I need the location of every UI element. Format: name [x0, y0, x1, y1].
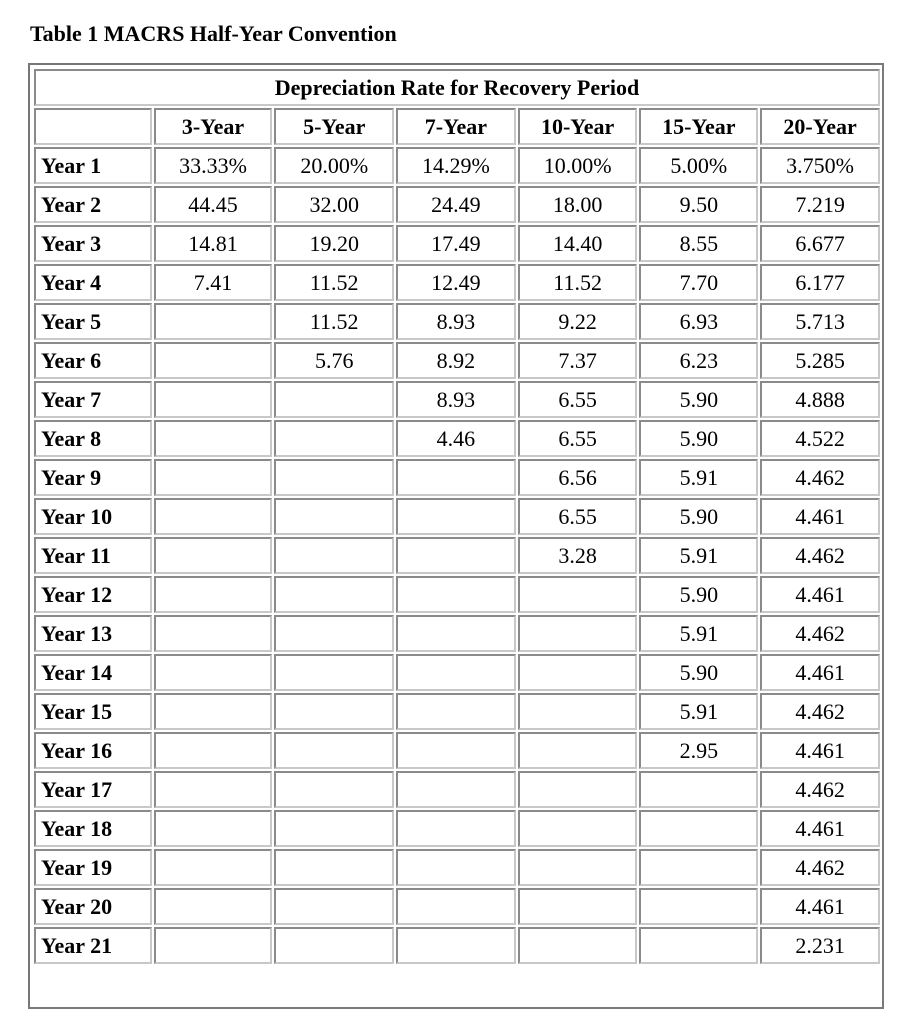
rate-cell: 11.52: [274, 264, 394, 301]
rate-cell: 4.461: [760, 888, 880, 925]
rate-cell: [518, 849, 638, 886]
row-label: Year 14: [34, 654, 152, 691]
table-row: [34, 381, 880, 418]
rate-cell: 5.76: [274, 342, 394, 379]
table-row: [34, 537, 880, 574]
rate-cell: [154, 459, 273, 496]
rate-cell: 7.41: [154, 264, 273, 301]
row-label: Year 17: [34, 771, 152, 808]
rate-cell: [154, 654, 273, 691]
table-row: [34, 771, 880, 808]
rate-cell: 6.55: [518, 381, 638, 418]
rate-cell: [154, 342, 273, 379]
rate-cell: 4.461: [760, 576, 880, 613]
table-row: [34, 225, 880, 262]
rate-cell: [154, 888, 273, 925]
table-body: [34, 147, 880, 964]
macrs-table: [32, 67, 882, 966]
table-title: Table 1 MACRS Half-Year Convention: [30, 21, 397, 46]
row-label: Year 15: [34, 693, 152, 730]
rate-cell: [396, 888, 516, 925]
column-header: 15-Year: [639, 108, 758, 145]
row-label: Year 20: [34, 888, 152, 925]
rate-cell: [396, 927, 516, 964]
group-header-row: [34, 69, 880, 106]
rate-cell: [518, 654, 638, 691]
rate-cell: [639, 849, 758, 886]
rate-cell: [639, 771, 758, 808]
rate-cell: [396, 459, 516, 496]
rate-cell: [274, 381, 394, 418]
rate-cell: [274, 810, 394, 847]
rate-cell: [274, 576, 394, 613]
row-label: Year 12: [34, 576, 152, 613]
rate-cell: 9.22: [518, 303, 638, 340]
table-row: [34, 342, 880, 379]
rate-cell: 4.461: [760, 732, 880, 769]
row-label: Year 1: [34, 147, 152, 184]
rate-cell: [518, 771, 638, 808]
rate-cell: [274, 771, 394, 808]
rate-cell: [274, 732, 394, 769]
rate-cell: [518, 888, 638, 925]
rate-cell: [154, 810, 273, 847]
rate-cell: 14.29%: [396, 147, 516, 184]
table-row: [34, 849, 880, 886]
rate-cell: 5.713: [760, 303, 880, 340]
row-label: Year 4: [34, 264, 152, 301]
rate-cell: [154, 537, 273, 574]
rate-cell: [274, 849, 394, 886]
table-row: [34, 888, 880, 925]
table-row: [34, 615, 880, 652]
column-header: 5-Year: [274, 108, 394, 145]
row-label: Year 6: [34, 342, 152, 379]
rate-cell: [154, 576, 273, 613]
rate-cell: 5.285: [760, 342, 880, 379]
column-header: 3-Year: [154, 108, 273, 145]
rate-cell: 6.56: [518, 459, 638, 496]
rate-cell: 8.92: [396, 342, 516, 379]
rate-cell: 44.45: [154, 186, 273, 223]
rate-cell: 14.40: [518, 225, 638, 262]
table-row: [34, 732, 880, 769]
rate-cell: 4.461: [760, 654, 880, 691]
table-row: [34, 147, 880, 184]
rate-cell: [396, 615, 516, 652]
rate-cell: 5.90: [639, 576, 758, 613]
rate-cell: 2.231: [760, 927, 880, 964]
rate-cell: 3.750%: [760, 147, 880, 184]
table-row: [34, 693, 880, 730]
rate-cell: [518, 810, 638, 847]
table-row: [34, 927, 880, 964]
rate-cell: 2.95: [639, 732, 758, 769]
rate-cell: [154, 420, 273, 457]
table-row: [34, 459, 880, 496]
rate-cell: [274, 693, 394, 730]
table-row: [34, 654, 880, 691]
row-label: Year 7: [34, 381, 152, 418]
rate-cell: [274, 927, 394, 964]
rate-cell: 5.90: [639, 654, 758, 691]
rate-cell: 8.93: [396, 381, 516, 418]
rate-cell: [639, 927, 758, 964]
rate-cell: 6.23: [639, 342, 758, 379]
row-label: Year 16: [34, 732, 152, 769]
rate-cell: [639, 810, 758, 847]
row-label: Year 9: [34, 459, 152, 496]
rate-cell: 5.91: [639, 693, 758, 730]
rate-cell: [274, 420, 394, 457]
row-label: Year 2: [34, 186, 152, 223]
rate-cell: 3.28: [518, 537, 638, 574]
rate-cell: [518, 615, 638, 652]
rate-cell: [274, 498, 394, 535]
rate-cell: [396, 576, 516, 613]
column-header-row: [34, 108, 880, 145]
rate-cell: 6.177: [760, 264, 880, 301]
column-header: 10-Year: [518, 108, 638, 145]
rate-cell: 5.90: [639, 420, 758, 457]
rate-cell: 6.677: [760, 225, 880, 262]
rate-cell: [396, 771, 516, 808]
macrs-table-frame: [28, 63, 884, 1009]
corner-header: [34, 108, 152, 145]
table-row: [34, 576, 880, 613]
table-row: [34, 420, 880, 457]
rate-cell: [518, 732, 638, 769]
rate-cell: [274, 615, 394, 652]
table-row: [34, 810, 880, 847]
rate-cell: [154, 732, 273, 769]
rate-cell: [274, 654, 394, 691]
row-label: Year 5: [34, 303, 152, 340]
rate-cell: [639, 888, 758, 925]
column-header: 7-Year: [396, 108, 516, 145]
rate-cell: 4.462: [760, 537, 880, 574]
rate-cell: 5.90: [639, 381, 758, 418]
rate-cell: 24.49: [396, 186, 516, 223]
rate-cell: [274, 537, 394, 574]
rate-cell: [518, 576, 638, 613]
rate-cell: 6.55: [518, 498, 638, 535]
rate-cell: 4.46: [396, 420, 516, 457]
column-header: 20-Year: [760, 108, 880, 145]
rate-cell: 11.52: [518, 264, 638, 301]
rate-cell: 7.219: [760, 186, 880, 223]
rate-cell: [154, 849, 273, 886]
rate-cell: 8.93: [396, 303, 516, 340]
rate-cell: 14.81: [154, 225, 273, 262]
rate-cell: 7.37: [518, 342, 638, 379]
row-label: Year 21: [34, 927, 152, 964]
rate-cell: [396, 693, 516, 730]
rate-cell: [396, 732, 516, 769]
rate-cell: 4.462: [760, 771, 880, 808]
row-label: Year 10: [34, 498, 152, 535]
rate-cell: 6.93: [639, 303, 758, 340]
row-label: Year 11: [34, 537, 152, 574]
rate-cell: [154, 927, 273, 964]
row-label: Year 19: [34, 849, 152, 886]
rate-cell: [396, 654, 516, 691]
rate-cell: 5.91: [639, 459, 758, 496]
rate-cell: 4.462: [760, 615, 880, 652]
rate-cell: 9.50: [639, 186, 758, 223]
rate-cell: 6.55: [518, 420, 638, 457]
table-row: [34, 498, 880, 535]
rate-cell: [154, 771, 273, 808]
rate-cell: 33.33%: [154, 147, 273, 184]
rate-cell: 4.461: [760, 498, 880, 535]
rate-cell: 4.462: [760, 693, 880, 730]
rate-cell: [396, 849, 516, 886]
rate-cell: 19.20: [274, 225, 394, 262]
row-label: Year 13: [34, 615, 152, 652]
rate-cell: 4.888: [760, 381, 880, 418]
rate-cell: [154, 615, 273, 652]
rate-cell: 5.90: [639, 498, 758, 535]
row-label: Year 18: [34, 810, 152, 847]
rate-cell: 8.55: [639, 225, 758, 262]
rate-cell: [154, 381, 273, 418]
rate-cell: [518, 693, 638, 730]
rate-cell: [274, 888, 394, 925]
group-header: Depreciation Rate for Recovery Period: [34, 69, 880, 106]
rate-cell: 12.49: [396, 264, 516, 301]
rate-cell: [396, 498, 516, 535]
rate-cell: 4.461: [760, 810, 880, 847]
rate-cell: 5.91: [639, 537, 758, 574]
table-row: [34, 186, 880, 223]
rate-cell: 4.522: [760, 420, 880, 457]
rate-cell: 4.462: [760, 849, 880, 886]
table-row: [34, 303, 880, 340]
rate-cell: 5.91: [639, 615, 758, 652]
rate-cell: 7.70: [639, 264, 758, 301]
rate-cell: 20.00%: [274, 147, 394, 184]
rate-cell: [154, 303, 273, 340]
row-label: Year 3: [34, 225, 152, 262]
rate-cell: 32.00: [274, 186, 394, 223]
rate-cell: [518, 927, 638, 964]
rate-cell: [396, 810, 516, 847]
rate-cell: 4.462: [760, 459, 880, 496]
rate-cell: 5.00%: [639, 147, 758, 184]
rate-cell: 17.49: [396, 225, 516, 262]
rate-cell: [396, 537, 516, 574]
rate-cell: [274, 459, 394, 496]
rate-cell: [154, 693, 273, 730]
rate-cell: 10.00%: [518, 147, 638, 184]
table-row: [34, 264, 880, 301]
rate-cell: 18.00: [518, 186, 638, 223]
rate-cell: 11.52: [274, 303, 394, 340]
row-label: Year 8: [34, 420, 152, 457]
rate-cell: [154, 498, 273, 535]
